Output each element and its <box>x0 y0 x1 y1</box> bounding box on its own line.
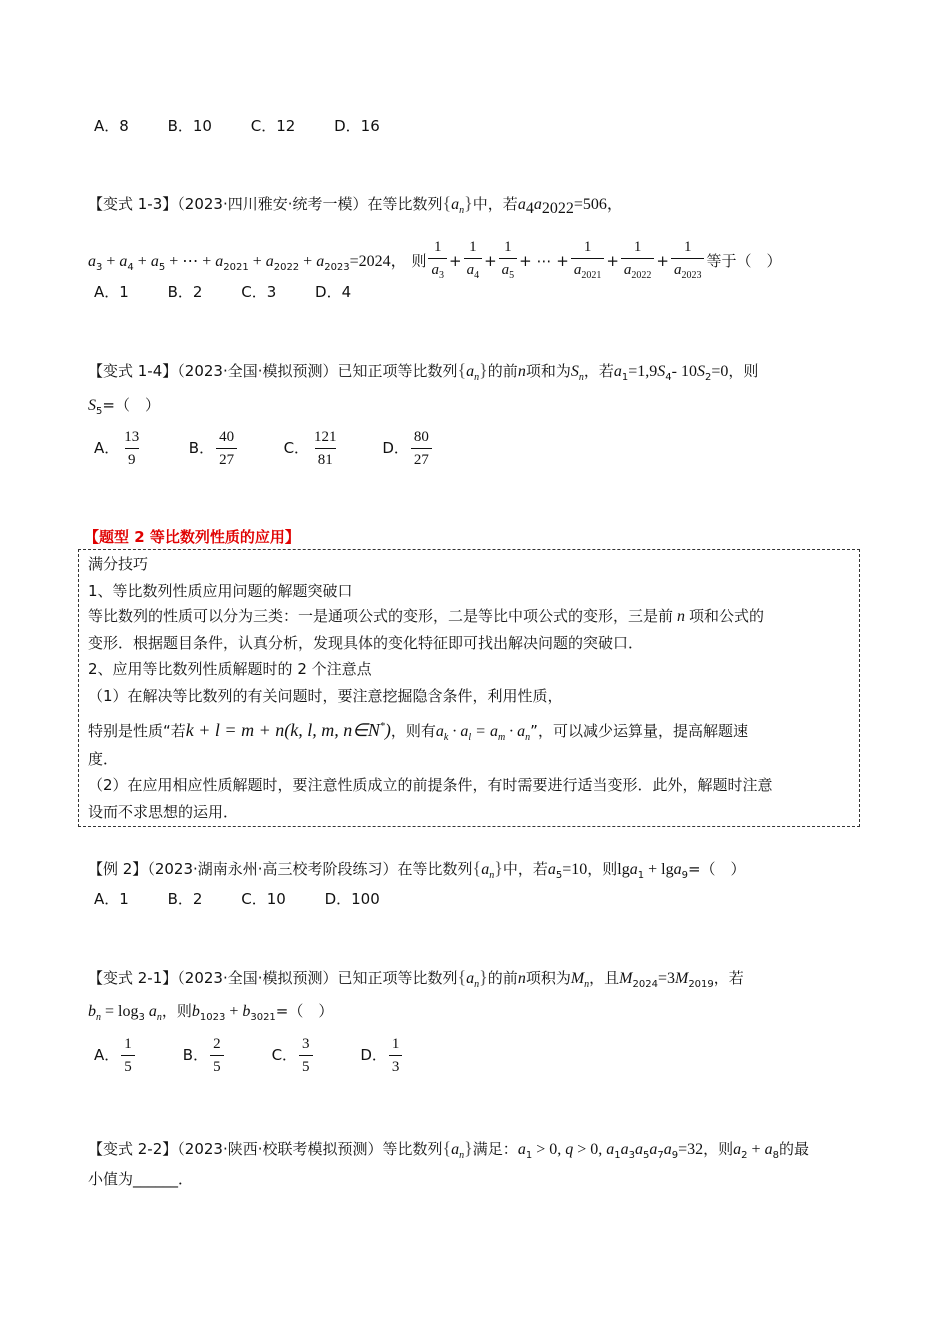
section-title: 【题型 2 等比数列性质的应用】 <box>84 528 300 546</box>
v14-text: 项和为 <box>525 362 571 380</box>
tips-text: 项和公式的 <box>689 607 765 625</box>
v21-text: 项积为 <box>525 969 571 987</box>
option-c: C．3 <box>241 283 277 301</box>
tips-line5: （1）在解决等比数列的有关问题时，要注意挖掘隐含条件，利用性质， <box>88 687 563 705</box>
v13-text: 在等比数列 <box>367 195 443 213</box>
tips-text: 特别是性质“若 <box>88 722 186 740</box>
v21-text: ，若 <box>713 969 744 987</box>
tips-line6: 特别是性质“若k + l = m + n(k, l, m, n∈N*)，则有$a_k \cdot a_l = a_m \cdot a_n$”，可以减少运算量，提高解题速 <box>88 720 748 744</box>
option-c: C．10 <box>241 890 286 908</box>
v22-label: 【变式 2-2】 <box>88 1140 178 1158</box>
frac-num: 13 <box>124 429 140 445</box>
ex2-label: 【例 2】 <box>88 860 148 878</box>
v21-stem-line1: 【变式 2-1】（2023·全国·模拟预测）已知正项等比数列$\{a_n\}$的前n项积为$M_n$，且$M_{2024}=3M_{2019}$，若 <box>88 967 744 991</box>
option-d: D．4 <box>315 283 352 301</box>
v22-source: （2023·陕西·校联考模拟预测） <box>177 1140 383 1158</box>
option-a: A．8 <box>94 117 129 135</box>
option-c: C． <box>271 1046 298 1064</box>
option-d: D．100 <box>324 890 380 908</box>
v14-cond: =0 <box>711 363 729 380</box>
tips-line2: 等比数列的性质可以分为三类：一是通项公式的变形，二是等比中项公式的变形，三是前 n 项和公式的 <box>88 607 765 625</box>
v14-q: =（ ） <box>102 396 160 414</box>
option-b: B．2 <box>167 890 203 908</box>
option-d: D． <box>360 1046 387 1064</box>
v21-options <box>94 1033 444 1078</box>
option-d: D． <box>382 439 409 457</box>
frac-den: 81 <box>315 448 336 471</box>
v14-stem-line1: 【变式 1-4】（2023·全国·模拟预测）已知正项等比数列$\{a_n\}$的前n项和为$S_n$，若$a_1=1,9S_4-$ $10S_2=0$，则 <box>88 360 759 384</box>
v14-text: ，则 <box>728 362 759 380</box>
v14-label: 【变式 1-4】 <box>88 362 178 380</box>
v21-text: 已知正项等比数列 <box>337 969 458 987</box>
option-d: D．16 <box>334 117 380 135</box>
frac-den: 9 <box>125 448 139 471</box>
tips-line4: 2、应用等比数列性质解题时的 2 个注意点 <box>88 660 372 678</box>
option-b: B． <box>188 439 215 457</box>
ex2-source: （2023·湖南永州·高三校考阶段练习） <box>147 860 398 878</box>
v13-label: 【变式 1-3】 <box>88 195 178 213</box>
ex2-text: 在等比数列 <box>397 860 473 878</box>
v22-text: 等比数列 <box>382 1140 443 1158</box>
option-a: A． <box>94 1046 120 1064</box>
v13-options <box>94 281 385 303</box>
frac-den: 5 <box>299 1055 313 1078</box>
frac-den: 5 <box>121 1055 135 1078</box>
v14-cond: - 10 <box>671 363 697 380</box>
ex2-text: 中，若 <box>502 860 548 878</box>
frac-num: 2 <box>213 1036 221 1052</box>
v22-stem-line1: 【变式 2-2】（2023·陕西·校联考模拟预测）等比数列$\{a_n\}$满足：$a_1 > 0$, q > 0, $a_1a_3a_5a_7a_9=32$，则$a_2 + a_8$的最 <box>88 1138 809 1162</box>
option-c: C．12 <box>250 117 296 135</box>
frac-den: 27 <box>216 448 237 471</box>
frac-den: 27 <box>411 448 432 471</box>
v14-text: 已知正项等比数列 <box>337 362 458 380</box>
v21-text: ，且 <box>589 969 620 987</box>
v14-stem-line2: $S_5=$（ ） <box>88 396 160 417</box>
ex2-cond: =10 <box>562 861 588 878</box>
ex2-stem: 【例 2】（2023·湖南永州·高三校考阶段练习）在等比数列$\{a_n\}$中，若$a_5=10$，则lga$_1$ + lga$_9$=（ ） <box>88 858 746 882</box>
option-b: B．2 <box>167 283 203 301</box>
tips-text: ，则有 <box>390 722 436 740</box>
v21-stem-line2: $b_n = \log_3 a_n$，则$b_{1023} + b_{3021}=$（ ） <box>88 1002 334 1024</box>
v14-text: 的前 <box>487 362 518 380</box>
frac-num: 121 <box>314 429 337 445</box>
option-a: A．1 <box>94 283 129 301</box>
v22-text: ，则 <box>703 1140 734 1158</box>
v13-stem-line1: 【变式 1-3】（2023·四川雅安·统考一模）在等比数列$\{a_n\}$中，若$a_4a_{2022}=506$， <box>88 193 623 217</box>
v22-text: 的最 <box>778 1140 809 1158</box>
option-a: A． <box>94 439 120 457</box>
ex2-options <box>94 888 414 910</box>
option-b: B．10 <box>167 117 212 135</box>
v13-text: 等于（ ） <box>706 252 782 270</box>
ex2-q: =（ ） <box>687 860 746 878</box>
v13-sum: =2024， <box>349 253 407 270</box>
v14-cond: =1,9 <box>628 363 658 380</box>
v22-stem-line2: 小值为______． <box>88 1170 194 1188</box>
frac-den: 5 <box>210 1055 224 1078</box>
v21-cond: =3 <box>657 970 675 987</box>
frac-num: 40 <box>219 429 235 445</box>
v21-label: 【变式 2-1】 <box>88 969 178 987</box>
tips-line9: 设而不求思想的运用． <box>88 803 239 821</box>
frac-num: 3 <box>302 1036 310 1052</box>
tips-line3: 变形．根据题目条件，认真分析，发现具体的变化特征即可找出解决问题的突破口． <box>88 634 644 652</box>
v21-q: =（ ） <box>275 1002 334 1020</box>
option-a: A．1 <box>94 890 129 908</box>
option-b: B． <box>182 1046 209 1064</box>
tips-text: 等比数列的性质可以分为三类：一是通项公式的变形，二是等比中项公式的变形，三是前 <box>88 607 674 625</box>
v13-stem-line2: $a_3 + a_4 + a_5$ + ⋯ + $a_{2021} + a_{2022} + a_{2023}=2024$， 则 $\frac{1}{a_3}$ + $\frac{1}{a_4}$ + $\frac{1}{a_5}$ + ⋯ + $\frac{1}{a_{2021}}$ + $\frac{1}{a_{2022}}$ + $\frac{1}{a_{2023}}$ 等于（ ） <box>88 236 782 287</box>
v14-text: ，若 <box>583 362 614 380</box>
v22-cond: =32 <box>678 1141 704 1158</box>
v22-text: 满足： <box>472 1140 518 1158</box>
frac-num: 1 <box>391 1036 400 1052</box>
option-c: C． <box>283 439 310 457</box>
tips-text: ”，可以减少运算量，提高解题速 <box>530 722 748 740</box>
v14-options <box>94 426 472 471</box>
v13-cond: =506， <box>573 196 623 213</box>
frac-den: 3 <box>389 1055 403 1078</box>
tips-line1: 1、等比数列性质应用问题的解题突破口 <box>88 582 353 600</box>
v21-text: ，则 <box>161 1002 192 1020</box>
tips-line7: 度． <box>88 750 119 768</box>
v13-source: （2023·四川雅安·统考一模） <box>177 195 368 213</box>
v21-text: 的前 <box>487 969 518 987</box>
v21-source: （2023·全国·模拟预测） <box>177 969 338 987</box>
tips-heading: 满分技巧 <box>88 555 149 573</box>
frac-num: 80 <box>413 429 429 445</box>
v13-text: 则 <box>411 252 427 270</box>
v14-source: （2023·全国·模拟预测） <box>177 362 338 380</box>
v13-text: 中，若 <box>472 195 518 213</box>
frac-num: 1 <box>124 1036 132 1052</box>
options-prev <box>94 115 414 137</box>
tips-line8: （2）在应用相应性质解题时，要注意性质成立的前提条件，有时需要进行适当变形．此外，解题时注意 <box>88 776 773 794</box>
ex2-text: ，则 <box>587 860 618 878</box>
